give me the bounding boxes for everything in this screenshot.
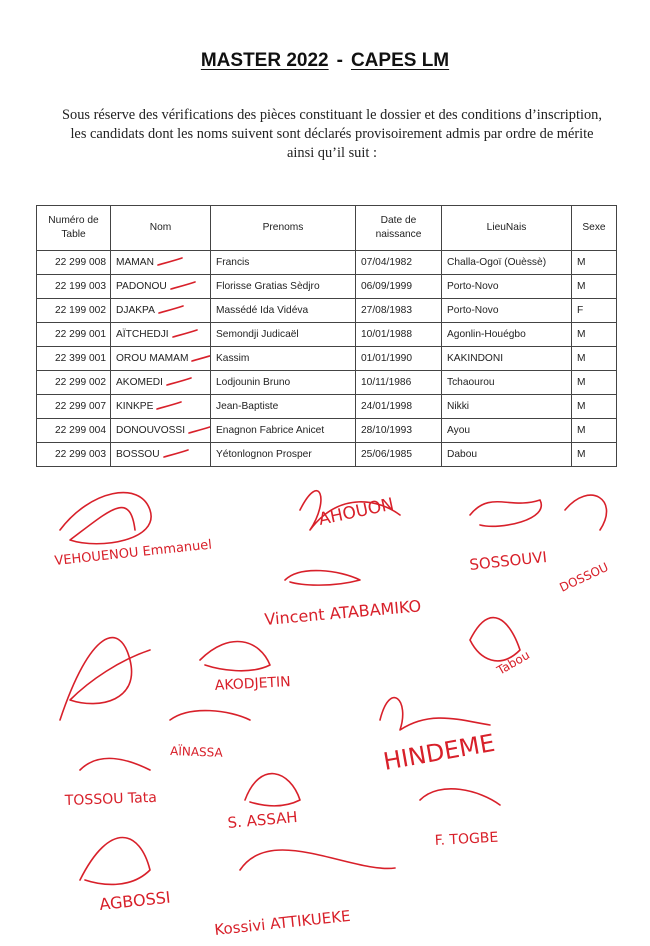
cell-numero: 22 299 008 (37, 251, 111, 275)
cell-sexe: M (572, 395, 617, 419)
cell-nom (111, 251, 211, 275)
table-row (37, 419, 617, 443)
cell-date-naissance: 01/01/1990 (356, 347, 442, 371)
cell-lieu-naissance: Porto-Novo (442, 275, 572, 299)
check-mark-icon (188, 425, 210, 435)
cell-date-naissance: 28/10/1993 (356, 419, 442, 443)
nom-text: AÏTCHEDJI (116, 329, 169, 340)
signature-name: DOSSOU (557, 559, 611, 595)
table-header-row (37, 206, 617, 251)
cell-sexe: M (572, 275, 617, 299)
cell-sexe: F (572, 299, 617, 323)
cell-nom (111, 299, 211, 323)
cell-nom (111, 275, 211, 299)
check-mark-icon (166, 377, 192, 387)
header-lieu-naissance: LieuNais (442, 206, 572, 251)
cell-date-naissance: 24/01/1998 (356, 395, 442, 419)
table-row (37, 275, 617, 299)
cell-sexe: M (572, 251, 617, 275)
cell-numero: 22 299 003 (37, 443, 111, 467)
header-nom: Nom (111, 206, 211, 251)
nom-text: KINKPE (116, 401, 154, 412)
cell-lieu-naissance: Tchaourou (442, 371, 572, 395)
check-mark-icon (156, 401, 182, 411)
header-prenoms: Prenoms (211, 206, 356, 251)
title-master: MASTER 2022 (200, 50, 329, 71)
results-table (36, 205, 617, 467)
check-mark-icon (172, 329, 198, 339)
table-row (37, 371, 617, 395)
nom-text: AKOMEDI (116, 377, 163, 388)
cell-lieu-naissance: Nikki (442, 395, 572, 419)
table-row (37, 251, 617, 275)
cell-nom (111, 395, 211, 419)
document-title (0, 50, 650, 72)
table-row (37, 323, 617, 347)
cell-nom (111, 347, 211, 371)
table-row (37, 443, 617, 467)
cell-lieu-naissance: Dabou (442, 443, 572, 467)
table-row (37, 395, 617, 419)
cell-date-naissance: 10/11/1986 (356, 371, 442, 395)
cell-nom (111, 443, 211, 467)
signature-name: AÏNASSA (169, 744, 223, 760)
signature-flourish (565, 495, 607, 530)
table-row (37, 299, 617, 323)
cell-date-naissance: 25/06/1985 (356, 443, 442, 467)
cell-sexe: M (572, 347, 617, 371)
cell-lieu-naissance: Agonlin-Houégbo (442, 323, 572, 347)
nom-text: PADONOU (116, 281, 167, 292)
check-mark-icon (157, 257, 183, 267)
signature-flourish (470, 500, 541, 526)
nom-text: OROU MAMAM (116, 353, 189, 364)
signature-name: HINDEME (381, 728, 497, 776)
signature-name: Vincent ATABAMIKO (263, 596, 422, 629)
cell-nom (111, 371, 211, 395)
signature-flourish (170, 711, 250, 720)
nom-text: BOSSOU (116, 449, 160, 460)
signature-flourish (80, 758, 150, 770)
cell-sexe: M (572, 323, 617, 347)
signature-name: S. ASSAH (226, 807, 299, 832)
signature-flourish (60, 493, 151, 544)
cell-sexe: M (572, 371, 617, 395)
cell-sexe: M (572, 419, 617, 443)
signature-flourish (285, 571, 360, 586)
signature-name: SOSSOUVI (468, 547, 548, 574)
signature-name: Kossivi ATTIKUEKE (213, 906, 352, 939)
title-separator: - (336, 50, 343, 71)
cell-lieu-naissance: KAKINDONI (442, 347, 572, 371)
cell-prenoms: Yétonlognon Prosper (211, 443, 356, 467)
cell-date-naissance: 07/04/1982 (356, 251, 442, 275)
check-mark-icon (158, 305, 184, 315)
signature-name: AGBOSSI (98, 887, 172, 914)
cell-lieu-naissance: Porto-Novo (442, 299, 572, 323)
cell-prenoms: Kassim (211, 347, 356, 371)
cell-numero: 22 399 001 (37, 347, 111, 371)
signatures-area (0, 470, 650, 946)
header-numero: Numéro de Table (37, 206, 111, 251)
check-mark-icon (191, 353, 210, 363)
signature-name: AKODJETIN (214, 674, 292, 694)
header-date-naissance: Date de naissance (356, 206, 442, 251)
nom-text: MAMAN (116, 257, 154, 268)
header-sexe: Sexe (572, 206, 617, 251)
signature-flourish (200, 641, 270, 670)
cell-prenoms: Lodjounin Bruno (211, 371, 356, 395)
cell-sexe: M (572, 443, 617, 467)
cell-prenoms: Jean-Baptiste (211, 395, 356, 419)
signature-flourish (240, 850, 395, 870)
cell-nom (111, 419, 211, 443)
signature-flourish (60, 638, 150, 720)
cell-numero: 22 299 007 (37, 395, 111, 419)
title-capes: CAPES LM (350, 50, 450, 71)
signature-name: TOSSOU Tata (64, 789, 158, 809)
nom-text: DJAKPA (116, 305, 155, 316)
signature-flourish (80, 838, 150, 885)
cell-prenoms: Francis (211, 251, 356, 275)
cell-numero: 22 299 002 (37, 371, 111, 395)
table-row (37, 347, 617, 371)
nom-text: DONOUVOSSI (116, 425, 186, 436)
cell-date-naissance: 27/08/1983 (356, 299, 442, 323)
cell-prenoms: Massédé Ida Vidéva (211, 299, 356, 323)
signature-name: Tabou (494, 647, 533, 678)
signature-flourish (245, 774, 300, 806)
cell-date-naissance: 10/01/1988 (356, 323, 442, 347)
cell-numero: 22 199 002 (37, 299, 111, 323)
signature-flourish (420, 789, 500, 805)
cell-lieu-naissance: Challa-Ogoï (Ouèssè) (442, 251, 572, 275)
cell-prenoms: Enagnon Fabrice Anicet (211, 419, 356, 443)
signature-name: VEHOUENOU Emmanuel (53, 537, 213, 569)
signature-name: F. TOGBE (434, 829, 499, 849)
intro-paragraph: Sous réserve des vérifications des pièces constituant le dossier et des conditions d’inscription, les candidats dont les noms suivent sont déclarés provisoirement admis par ordre de mérite ainsi qu’il suit : (62, 107, 602, 161)
signature-flourish (380, 698, 490, 730)
check-mark-icon (163, 449, 189, 459)
cell-numero: 22 199 003 (37, 275, 111, 299)
cell-prenoms: Florisse Gratias Sèdjro (211, 275, 356, 299)
cell-lieu-naissance: Ayou (442, 419, 572, 443)
cell-nom (111, 323, 211, 347)
cell-prenoms: Semondji Judicaël (211, 323, 356, 347)
cell-numero: 22 299 001 (37, 323, 111, 347)
signature-name: AHOUON (316, 494, 396, 530)
check-mark-icon (170, 281, 196, 291)
cell-numero: 22 299 004 (37, 419, 111, 443)
cell-date-naissance: 06/09/1999 (356, 275, 442, 299)
